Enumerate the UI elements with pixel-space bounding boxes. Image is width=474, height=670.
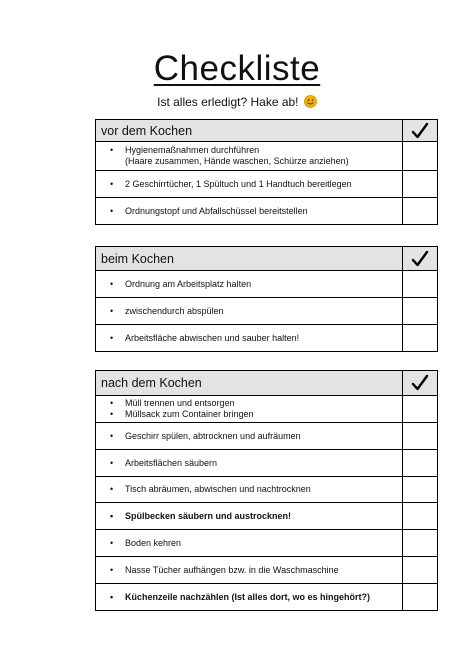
checklist-row (96, 423, 438, 450)
check-box[interactable] (403, 396, 438, 423)
checklist-item (96, 171, 403, 198)
check-box[interactable] (403, 142, 438, 171)
checklist-row (96, 198, 438, 225)
item-text: Spülbecken säubern und austrocknen! (125, 510, 292, 521)
checklist-row (96, 298, 438, 325)
section-header (96, 247, 438, 271)
item-text: Hygienemaßnahmen durchführen (125, 145, 260, 155)
checklist-section-nach-dem-kochen (95, 370, 438, 611)
checkmark-icon (411, 374, 429, 392)
check-box[interactable] (403, 557, 438, 584)
item-text: Ordnungstopf und Abfallschüssel bereitstellen (125, 205, 308, 216)
checklist-section-vor-dem-kochen (95, 119, 438, 225)
checklist-item (96, 198, 403, 225)
item-text: Arbeitsfläche abwischen und sauber halten! (125, 332, 300, 343)
item-text: 2 Geschirrtücher, 1 Spültuch und 1 Handtuch bereitlegen (125, 178, 352, 189)
checklist-item (96, 503, 403, 530)
bullet: • (110, 510, 114, 521)
item-text-detail: (Haare zusammen, Hände waschen, Schürze anziehen) (125, 156, 349, 166)
check-box[interactable] (403, 530, 438, 557)
section-heading: nach dem Kochen (96, 371, 403, 396)
page-title: Checkliste (153, 49, 321, 88)
bullet: • (110, 178, 114, 189)
checklist-item (96, 584, 403, 611)
header-check-cell (403, 371, 438, 396)
checklist-item (96, 477, 403, 503)
subtitle-text: Ist alles erledigt? Hake ab! (157, 95, 299, 109)
bullet: • (110, 145, 114, 155)
checklist-row (96, 557, 438, 584)
checklist-item (96, 142, 403, 171)
section-header (96, 120, 438, 142)
section-heading: vor dem Kochen (96, 120, 403, 142)
header-check-cell (403, 247, 438, 271)
check-box[interactable] (403, 423, 438, 450)
checklist-item (96, 298, 403, 325)
checklist-item (96, 396, 403, 423)
item-text: Ordnung am Arbeitsplatz halten (125, 278, 252, 289)
section-heading: beim Kochen (96, 247, 403, 271)
bullet: • (110, 564, 114, 575)
item-text: Arbeitsflächen säubern (125, 457, 218, 468)
checklist-item (96, 450, 403, 477)
section-header (96, 371, 438, 396)
check-box[interactable] (403, 477, 438, 503)
checklist-row (96, 271, 438, 298)
bullet: • (110, 484, 114, 494)
bullet: • (110, 409, 114, 419)
check-box[interactable] (403, 298, 438, 325)
bullet: • (110, 537, 114, 548)
checklist-row (96, 396, 438, 423)
checklist-row (96, 584, 438, 611)
header-check-cell (403, 120, 438, 142)
item-text: zwischendurch abspülen (125, 305, 224, 316)
check-box[interactable] (403, 198, 438, 225)
checklist-item (96, 423, 403, 450)
checkmark-icon (411, 250, 429, 268)
checklist-item (96, 530, 403, 557)
checklist-row (96, 142, 438, 171)
bullet: • (110, 278, 114, 289)
bullet: • (110, 332, 114, 343)
checklist-row (96, 171, 438, 198)
check-box[interactable] (403, 171, 438, 198)
checklist-row (96, 503, 438, 530)
item-text: Müll trennen und entsorgen (125, 398, 235, 408)
checklist-item (96, 557, 403, 584)
check-box[interactable] (403, 271, 438, 298)
bullet: • (110, 457, 114, 468)
smiley-icon (304, 95, 317, 112)
checklist-item (96, 271, 403, 298)
checklist-row (96, 450, 438, 477)
item-text: Küchenzeile nachzählen (Ist alles dort, wo es hingehört?) (125, 591, 371, 602)
checklist-row (96, 477, 438, 503)
item-text: Geschirr spülen, abtrocknen und aufräumen (125, 430, 301, 441)
bullet: • (110, 430, 114, 441)
check-box[interactable] (403, 325, 438, 352)
bullet: • (110, 398, 114, 408)
checkmark-icon (411, 122, 429, 140)
item-text: Nasse Tücher aufhängen bzw. in die Waschmaschine (125, 564, 339, 575)
checklist-row (96, 530, 438, 557)
check-box[interactable] (403, 450, 438, 477)
bullet: • (110, 305, 114, 316)
checklist-section-beim-kochen (95, 246, 438, 352)
checklist-row (96, 325, 438, 352)
item-text: Boden kehren (125, 537, 182, 548)
check-box[interactable] (403, 584, 438, 611)
bullet: • (110, 591, 114, 602)
check-box[interactable] (403, 503, 438, 530)
bullet: • (110, 205, 114, 216)
page-subtitle (0, 94, 474, 112)
item-text: Tisch abräumen, abwischen und nachtrocknen (125, 484, 311, 494)
item-text: Müllsack zum Container bringen (125, 409, 254, 419)
checklist-item (96, 325, 403, 352)
